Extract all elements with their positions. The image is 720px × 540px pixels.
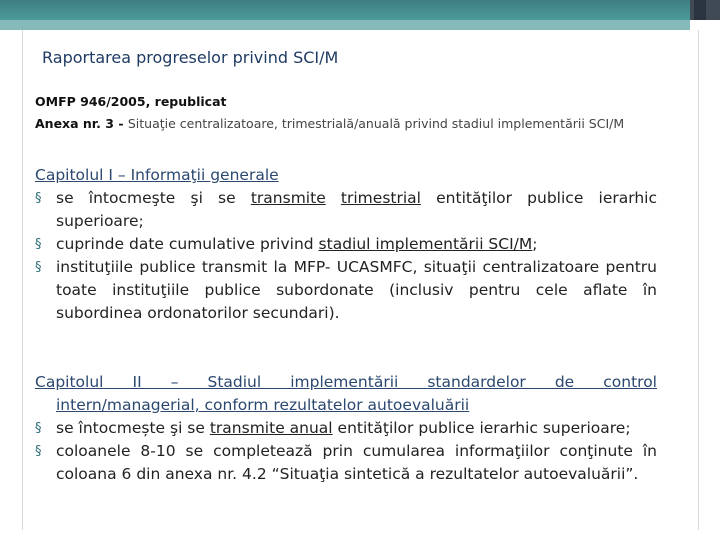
reference-annex: Anexa nr. 3 - <box>35 116 128 131</box>
chapter-1-heading: Capitolul I – Informaţii generale <box>35 166 279 184</box>
bullet-marker: § <box>35 237 42 252</box>
top-banner <box>0 0 720 20</box>
bullet-underlined-text: stadiul implementării SCI/M <box>318 235 533 253</box>
bullet-text: coloanele 8-10 se completează prin cumularea informaţiilor conţinute în coloana 6 din anexa nr. 4.2 “Situaţia sintetică a rezultatelor autoevaluării”. <box>56 442 657 483</box>
slide-frame-left <box>22 30 23 530</box>
reference-line-1: OMFP 946/2005, republicat <box>35 94 227 109</box>
slide-frame-right <box>698 30 699 530</box>
chapter-2-heading-line-2: intern/managerial, conform rezultatelor autoevaluării <box>56 396 470 414</box>
bullet-text: entităţilor publice ierarhic superioare; <box>56 189 657 230</box>
bullet-underlined-text: trimestrial <box>340 189 421 207</box>
chapter-2-heading: Capitolul II – Stadiul implementării standardelor de control <box>35 373 657 391</box>
bullet-text: ; <box>532 235 538 253</box>
bullet-text: se întocmeşte şi se <box>56 189 251 207</box>
bullet-text: entităţilor publice ierarhic superioare; <box>337 419 631 437</box>
bullet-underlined-text: transmite <box>250 189 326 207</box>
reference-line-2 <box>35 116 624 131</box>
chapter-1-bullet-2 <box>35 233 657 256</box>
chapter-1-section <box>35 164 657 325</box>
bullet-marker: § <box>35 191 42 206</box>
chapter-2-bullet-2 <box>35 440 657 486</box>
bullet-text: instituţiile publice transmit la MFP- UCASMFC, situaţii centralizatoare pentru toate instituţiile publice subordonate (inclusiv pentru cele aflate în subordinea ordonatorilor secundari). <box>56 258 657 322</box>
bullet-marker: § <box>35 444 42 459</box>
chapter-1-bullet-3 <box>35 256 657 325</box>
bullet-marker: § <box>35 421 42 436</box>
banner-accent-block <box>694 0 706 20</box>
chapter-2-heading-cont <box>35 394 657 417</box>
bullet-text: cuprinde date cumulative privind <box>56 235 319 253</box>
chapter-2-section <box>35 371 657 486</box>
slide-title: Raportarea progreselor privind SCI/M <box>42 48 339 67</box>
bullet-underlined-text: transmite anual <box>209 419 333 437</box>
banner-light-band <box>0 20 690 30</box>
reference-annex-title: Situaţie centralizatoare, trimestrială/anuală privind stadiul implementării SCI/M <box>127 116 625 131</box>
bullet-marker: § <box>35 260 42 275</box>
chapter-2-bullet-1 <box>35 417 657 440</box>
chapter-1-bullet-1 <box>35 187 657 233</box>
banner-teal-band <box>0 0 690 20</box>
bullet-text: se întocmește şi se <box>56 419 210 437</box>
